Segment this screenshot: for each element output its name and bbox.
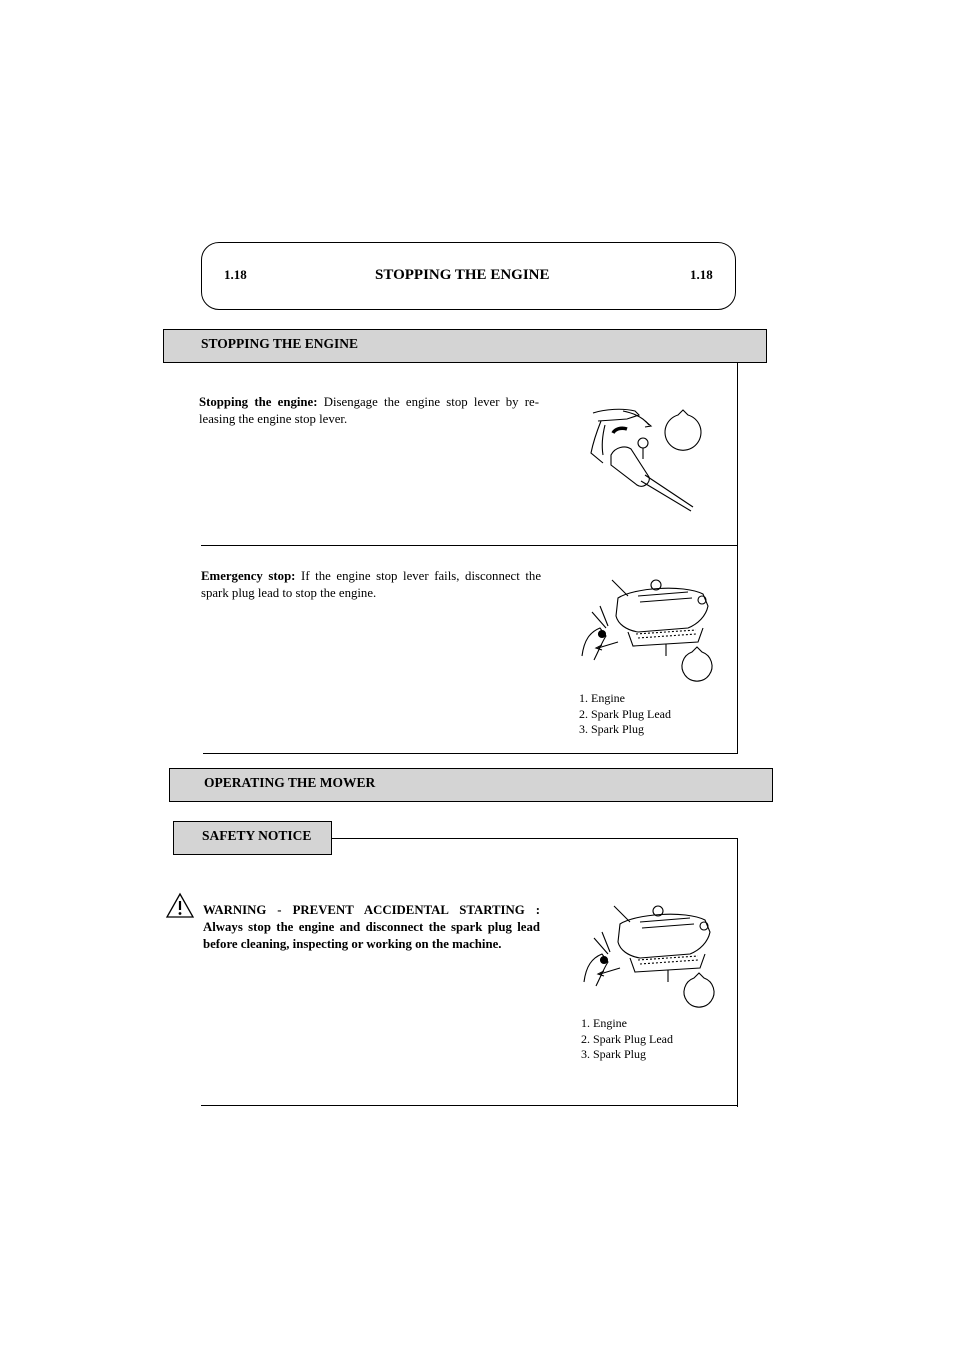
legend-item: 3. Spark Plug (579, 722, 645, 736)
stopping-engine-label: Stopping the engine: (199, 395, 318, 409)
page-title: STOPPING THE ENGINE (375, 267, 550, 283)
section2-bottom-border (201, 1105, 737, 1106)
section1-right-border (737, 363, 738, 754)
section-heading-operating: OPERATING THE MOWER (169, 768, 773, 802)
legend-list-2 (581, 1016, 673, 1063)
safety-notice-heading: SAFETY NOTICE (173, 821, 332, 855)
engine-stop-lever-illustration (583, 403, 708, 515)
legend-item: 3. Spark Plug (581, 1047, 647, 1061)
stopping-engine-paragraph (199, 394, 539, 428)
emergency-stop-text: If the engine stop lever fails, disconnect the spark plug lead to stop the engine. (201, 569, 542, 600)
emergency-stop-label: Emergency stop: (201, 569, 296, 583)
stopping-engine-text: Disengage the engine stop lever by re-leasing the engine stop lever. (199, 395, 539, 426)
section2-top-border (332, 838, 737, 839)
legend-item: 1. Engine (579, 691, 625, 705)
section1-divider (201, 545, 737, 546)
warning-paragraph: WARNING - PREVENT ACCIDENTAL STARTING : Always stop the engine and disconnect the spark plug lead before cleaning, inspecting or working on the machine. (203, 903, 540, 951)
section1-bottom-border (203, 753, 737, 754)
legend-item: 1. Engine (581, 1016, 627, 1030)
warning-triangle-icon (166, 893, 194, 918)
page-number-right: 1.18 (690, 267, 713, 282)
engine-spark-plug-illustration-2 (580, 902, 720, 1010)
section-heading-stopping: STOPPING THE ENGINE (163, 329, 767, 363)
section2-right-border (737, 838, 738, 1107)
legend-item: 2. Spark Plug Lead (581, 1031, 673, 1046)
legend-item: 2. Spark Plug Lead (579, 706, 671, 721)
emergency-stop-paragraph (201, 568, 541, 602)
page-number-left: 1.18 (224, 267, 247, 282)
engine-spark-plug-illustration-1 (578, 576, 718, 684)
legend-list-1 (579, 691, 671, 738)
